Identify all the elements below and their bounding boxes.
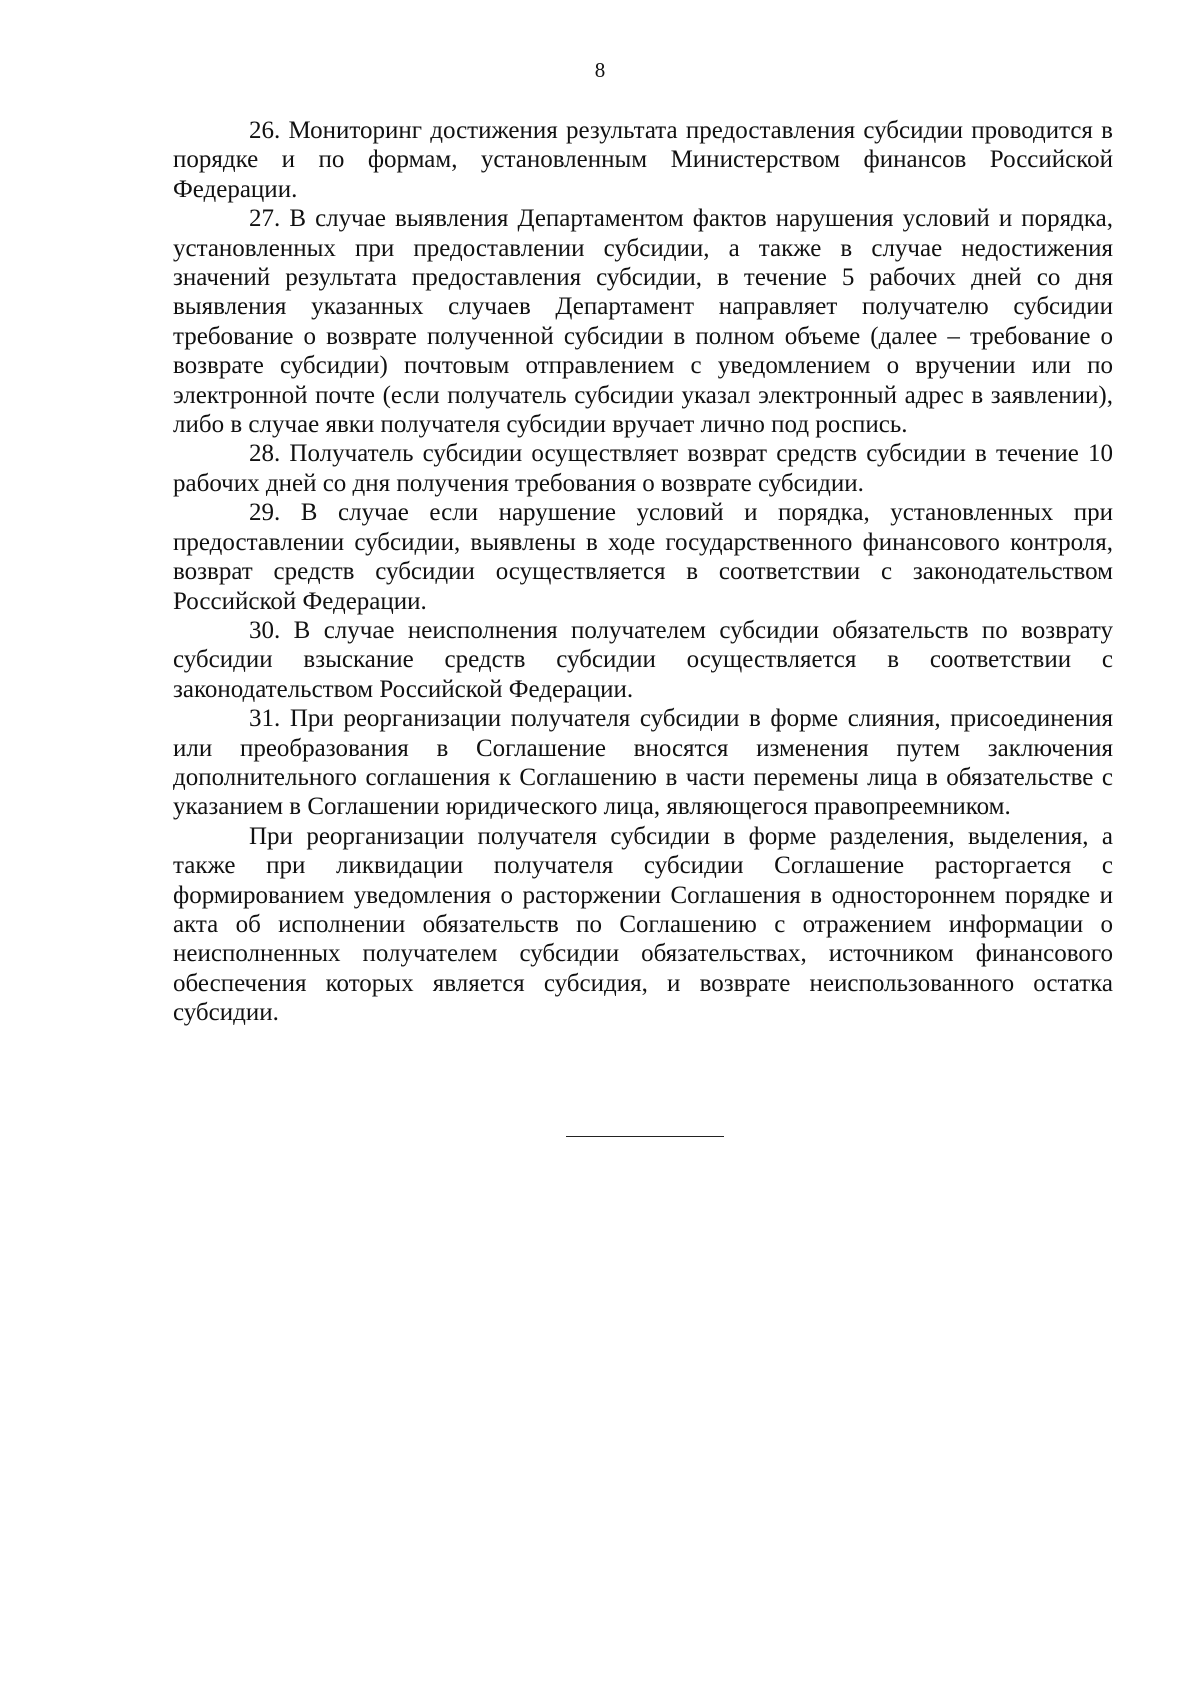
document-body: [173, 116, 1113, 1028]
paragraph-31: 31. При реорганизации получателя субсидии в форме слияния, присоединения или преобразования в Соглашение вносятся изменения путем заключения дополнительного соглашения к Соглашению в части перемены лица в обязательстве с указанием в Соглашении юридического лица, являющегося правопреемником.: [173, 705, 1113, 821]
paragraph-29: 29. В случае если нарушение условий и порядка, установленных при предоставлении субсидии, выявлены в ходе государственного финансового контроля, возврат средств субсидии осуществляется в соответствии с законодательством Российской Федерации.: [173, 499, 1113, 615]
paragraph-27: 27. В случае выявления Департаментом фактов нарушения условий и порядка, установленных при предоставлении субсидии, а также в случае недостижения значений результата предоставления субсидии, в течение 5 рабочих дней со дня выявления указанных случаев Департамент направляет получателю субсидии требование о возврате полученной субсидии в полном объеме (далее – требование о возврате субсидии) почтовым отправлением с уведомлением о вручении или по электронной почте (если получатель субсидии указал электронный адрес в заявлении), либо в случае явки получателя субсидии вручает лично под роспись.: [173, 205, 1113, 439]
paragraph-28: 28. Получатель субсидии осуществляет возврат средств субсидии в течение 10 рабочих дней со дня получения требования о возврате субсидии.: [173, 440, 1113, 497]
end-of-document-rule: [566, 1136, 724, 1137]
page-number: 8: [594, 58, 606, 82]
paragraph-26: 26. Мониторинг достижения результата предоставления субсидии проводится в порядке и по формам, установленным Министерством финансов Российской Федерации.: [173, 117, 1113, 203]
paragraph-30: 30. В случае неисполнения получателем субсидии обязательств по возврату субсидии взыскание средств субсидии осуществляется в соответствии с законодательством Российской Федерации.: [173, 616, 1113, 703]
paragraph-31-continuation: При реорганизации получателя субсидии в форме разделения, выделения, а также при ликвидации получателя субсидии Соглашение расторгается с формированием уведомления о расторжении Соглашения в одностороннем порядке и акта об исполнении обязательств по Соглашению с отражением информации о неисполненных получателем субсидии обязательствах, источником финансового обеспечения которых является субсидия, и возврате неиспользованного остатка субсидии.: [173, 822, 1113, 1027]
